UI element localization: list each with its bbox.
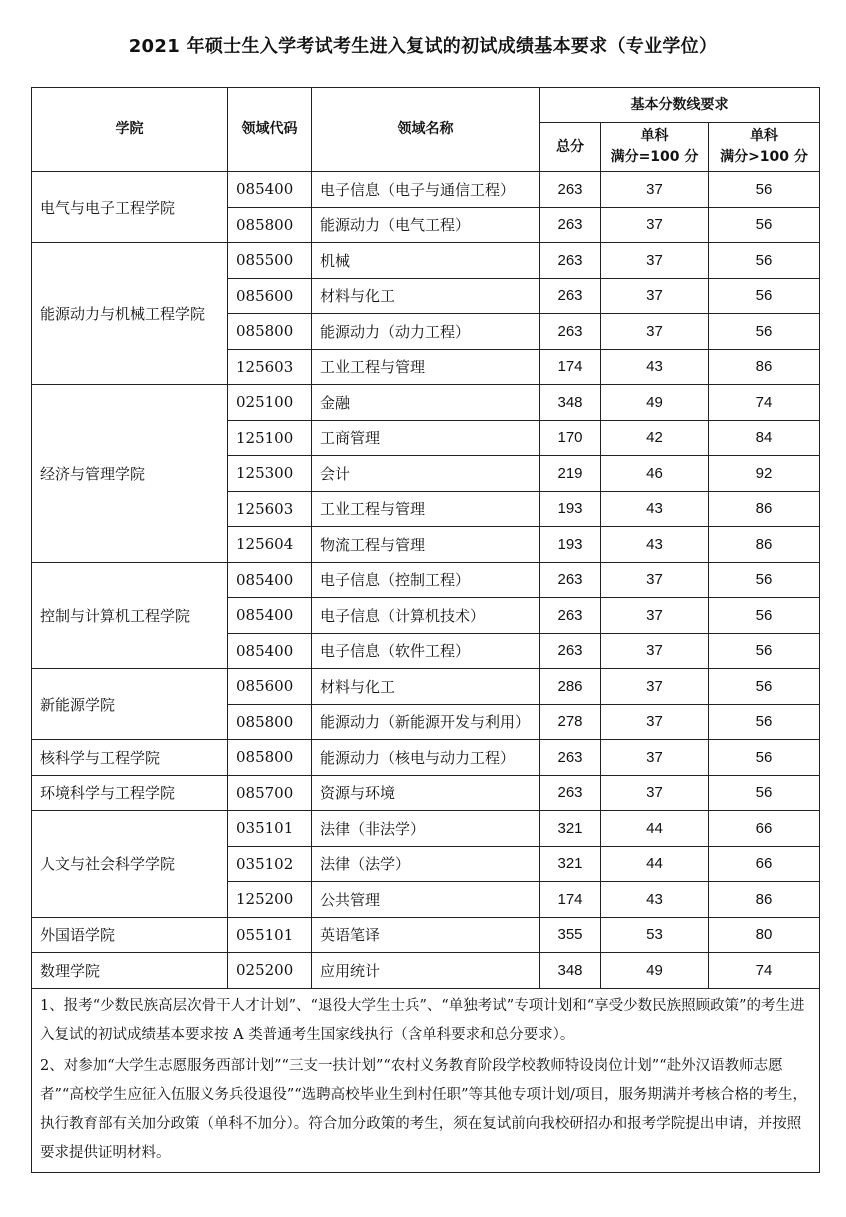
total-score-cell: 263: [540, 633, 601, 669]
total-score-cell: 170: [540, 420, 601, 456]
field-name-cell: 能源动力（核电与动力工程）: [312, 740, 540, 776]
field-name-cell: 英语笔译: [312, 917, 540, 953]
school-cell: 经济与管理学院: [32, 385, 228, 563]
page-title: 2021 年硕士生入学考试考生进入复试的初试成绩基本要求（专业学位）: [128, 36, 718, 57]
field-code-cell: 125300: [228, 456, 312, 492]
field-name-cell: 公共管理: [312, 882, 540, 918]
school-cell: 数理学院: [32, 953, 228, 989]
total-score-cell: 263: [540, 598, 601, 634]
single-gt100-score-cell: 56: [709, 314, 820, 350]
header-score-group: 基本分数线要求: [540, 88, 820, 123]
single-gt100-score-cell: 56: [709, 278, 820, 314]
single-gt100-score-cell: 56: [709, 207, 820, 243]
school-cell: 外国语学院: [32, 917, 228, 953]
total-score-cell: 174: [540, 882, 601, 918]
field-name-cell: 法律（非法学）: [312, 811, 540, 847]
single-gt100-score-cell: 84: [709, 420, 820, 456]
field-code-cell: 085400: [228, 633, 312, 669]
total-score-cell: 263: [540, 207, 601, 243]
school-cell: 核科学与工程学院: [32, 740, 228, 776]
field-code-cell: 085800: [228, 207, 312, 243]
field-code-cell: 085700: [228, 775, 312, 811]
table-row: [32, 740, 820, 776]
field-code-cell: 125200: [228, 882, 312, 918]
table-row: [32, 669, 820, 705]
field-name-cell: 电子信息（电子与通信工程）: [312, 172, 540, 208]
field-name-cell: 机械: [312, 243, 540, 279]
single-100-score-cell: 37: [601, 314, 709, 350]
total-score-cell: 321: [540, 811, 601, 847]
single-gt100-score-cell: 56: [709, 172, 820, 208]
single-gt100-score-cell: 56: [709, 243, 820, 279]
single-gt100-score-cell: 86: [709, 882, 820, 918]
total-score-cell: 263: [540, 740, 601, 776]
table-row: [32, 243, 820, 279]
header-field: 领域名称: [312, 88, 540, 172]
field-code-cell: 035101: [228, 811, 312, 847]
field-code-cell: 035102: [228, 846, 312, 882]
header-total: 总分: [540, 123, 601, 172]
single-gt100-score-cell: 56: [709, 775, 820, 811]
single-gt100-score-cell: 56: [709, 669, 820, 705]
single-gt100-score-cell: 56: [709, 740, 820, 776]
header-single-gt100: [709, 123, 820, 172]
field-name-cell: 电子信息（控制工程）: [312, 562, 540, 598]
single-gt100-score-cell: 74: [709, 953, 820, 989]
total-score-cell: 193: [540, 527, 601, 563]
single-100-score-cell: 44: [601, 846, 709, 882]
field-code-cell: 085600: [228, 669, 312, 705]
total-score-cell: 193: [540, 491, 601, 527]
field-name-cell: 电子信息（软件工程）: [312, 633, 540, 669]
single-gt100-score-cell: 56: [709, 598, 820, 634]
single-100-score-cell: 37: [601, 633, 709, 669]
field-name-cell: 能源动力（动力工程）: [312, 314, 540, 350]
field-name-cell: 工商管理: [312, 420, 540, 456]
notes-cell: [32, 988, 820, 1172]
field-name-cell: 资源与环境: [312, 775, 540, 811]
single-gt100-score-cell: 56: [709, 704, 820, 740]
single-gt100-score-cell: 86: [709, 349, 820, 385]
single-100-score-cell: 37: [601, 704, 709, 740]
single-100-score-cell: 49: [601, 385, 709, 421]
single-100-score-cell: 37: [601, 243, 709, 279]
school-cell: 人文与社会科学学院: [32, 811, 228, 918]
total-score-cell: 278: [540, 704, 601, 740]
table-row: [32, 385, 820, 421]
table-body: [32, 172, 820, 989]
score-table: [31, 87, 820, 1173]
header-school: 学院: [32, 88, 228, 172]
single-100-score-cell: 37: [601, 562, 709, 598]
single-gt100-score-cell: 56: [709, 633, 820, 669]
header-single-gt100-line1: 单科: [750, 128, 778, 144]
single-gt100-score-cell: 86: [709, 491, 820, 527]
field-code-cell: 085600: [228, 278, 312, 314]
field-code-cell: 085800: [228, 704, 312, 740]
single-100-score-cell: 37: [601, 669, 709, 705]
single-100-score-cell: 37: [601, 278, 709, 314]
single-100-score-cell: 43: [601, 527, 709, 563]
field-code-cell: 085400: [228, 562, 312, 598]
table-row: [32, 917, 820, 953]
header-single-100: [601, 123, 709, 172]
single-gt100-score-cell: 66: [709, 811, 820, 847]
total-score-cell: 355: [540, 917, 601, 953]
single-100-score-cell: 43: [601, 349, 709, 385]
total-score-cell: 321: [540, 846, 601, 882]
total-score-cell: 263: [540, 243, 601, 279]
table-row: [32, 775, 820, 811]
header-single-100-line1: 单科: [640, 128, 669, 144]
field-name-cell: 工业工程与管理: [312, 491, 540, 527]
school-cell: 能源动力与机械工程学院: [32, 243, 228, 385]
field-code-cell: 025100: [228, 385, 312, 421]
total-score-cell: 263: [540, 775, 601, 811]
field-code-cell: 125603: [228, 491, 312, 527]
field-code-cell: 025200: [228, 953, 312, 989]
field-code-cell: 085400: [228, 172, 312, 208]
school-cell: 电气与电子工程学院: [32, 172, 228, 243]
single-100-score-cell: 46: [601, 456, 709, 492]
total-score-cell: 174: [540, 349, 601, 385]
field-name-cell: 法律（法学）: [312, 846, 540, 882]
field-code-cell: 125100: [228, 420, 312, 456]
single-100-score-cell: 44: [601, 811, 709, 847]
total-score-cell: 263: [540, 278, 601, 314]
field-name-cell: 材料与化工: [312, 669, 540, 705]
field-code-cell: 085800: [228, 314, 312, 350]
field-name-cell: 工业工程与管理: [312, 349, 540, 385]
single-100-score-cell: 53: [601, 917, 709, 953]
total-score-cell: 263: [540, 562, 601, 598]
single-100-score-cell: 43: [601, 491, 709, 527]
single-gt100-score-cell: 80: [709, 917, 820, 953]
note-1: 1、报考“少数民族高层次骨干人才计划”、“退役大学生士兵”、“单独考试”专项计划和“享受少数民族照顾政策”的考生进入复试的初试成绩基本要求按 A 类普通考生国家线执行（含单科要求和总分要求）。: [40, 997, 805, 1043]
field-name-cell: 材料与化工: [312, 278, 540, 314]
school-cell: 新能源学院: [32, 669, 228, 740]
field-name-cell: 应用统计: [312, 953, 540, 989]
single-100-score-cell: 37: [601, 775, 709, 811]
single-gt100-score-cell: 56: [709, 562, 820, 598]
total-score-cell: 263: [540, 314, 601, 350]
field-name-cell: 电子信息（计算机技术）: [312, 598, 540, 634]
total-score-cell: 348: [540, 953, 601, 989]
field-code-cell: 085500: [228, 243, 312, 279]
field-code-cell: 055101: [228, 917, 312, 953]
field-name-cell: 能源动力（新能源开发与利用）: [312, 704, 540, 740]
field-name-cell: 物流工程与管理: [312, 527, 540, 563]
header-single-100-line2: 满分=100 分: [610, 149, 699, 165]
field-code-cell: 085400: [228, 598, 312, 634]
single-100-score-cell: 43: [601, 882, 709, 918]
table-row: [32, 811, 820, 847]
single-gt100-score-cell: 86: [709, 527, 820, 563]
header-code: 领域代码: [228, 88, 312, 172]
single-gt100-score-cell: 74: [709, 385, 820, 421]
field-code-cell: 085800: [228, 740, 312, 776]
field-code-cell: 125604: [228, 527, 312, 563]
total-score-cell: 286: [540, 669, 601, 705]
table-row: [32, 562, 820, 598]
field-name-cell: 能源动力（电气工程）: [312, 207, 540, 243]
table-row: [32, 172, 820, 208]
single-100-score-cell: 37: [601, 740, 709, 776]
single-gt100-score-cell: 92: [709, 456, 820, 492]
field-name-cell: 会计: [312, 456, 540, 492]
total-score-cell: 219: [540, 456, 601, 492]
single-100-score-cell: 42: [601, 420, 709, 456]
total-score-cell: 263: [540, 172, 601, 208]
note-2: 2、对参加“大学生志愿服务西部计划”“三支一扶计划”“农村义务教育阶段学校教师特设岗位计划”“赴外汉语教师志愿者”“高校学生应征入伍服义务兵役退役”“选聘高校毕业生到村任职”等其他专项计划/项目，服务期满并考核合格的考生，执行教育部有关加分政策（单科不加分）。符合加分政策的考生，须在复试前向我校研招办和报考学院提出申请，并按照要求提供证明材料。: [40, 1057, 807, 1161]
school-cell: 控制与计算机工程学院: [32, 562, 228, 669]
single-100-score-cell: 37: [601, 172, 709, 208]
single-100-score-cell: 37: [601, 207, 709, 243]
field-name-cell: 金融: [312, 385, 540, 421]
table-row: [32, 953, 820, 989]
header-single-gt100-line2: 满分>100 分: [720, 149, 808, 165]
single-100-score-cell: 37: [601, 598, 709, 634]
school-cell: 环境科学与工程学院: [32, 775, 228, 811]
single-100-score-cell: 49: [601, 953, 709, 989]
single-gt100-score-cell: 66: [709, 846, 820, 882]
field-code-cell: 125603: [228, 349, 312, 385]
total-score-cell: 348: [540, 385, 601, 421]
